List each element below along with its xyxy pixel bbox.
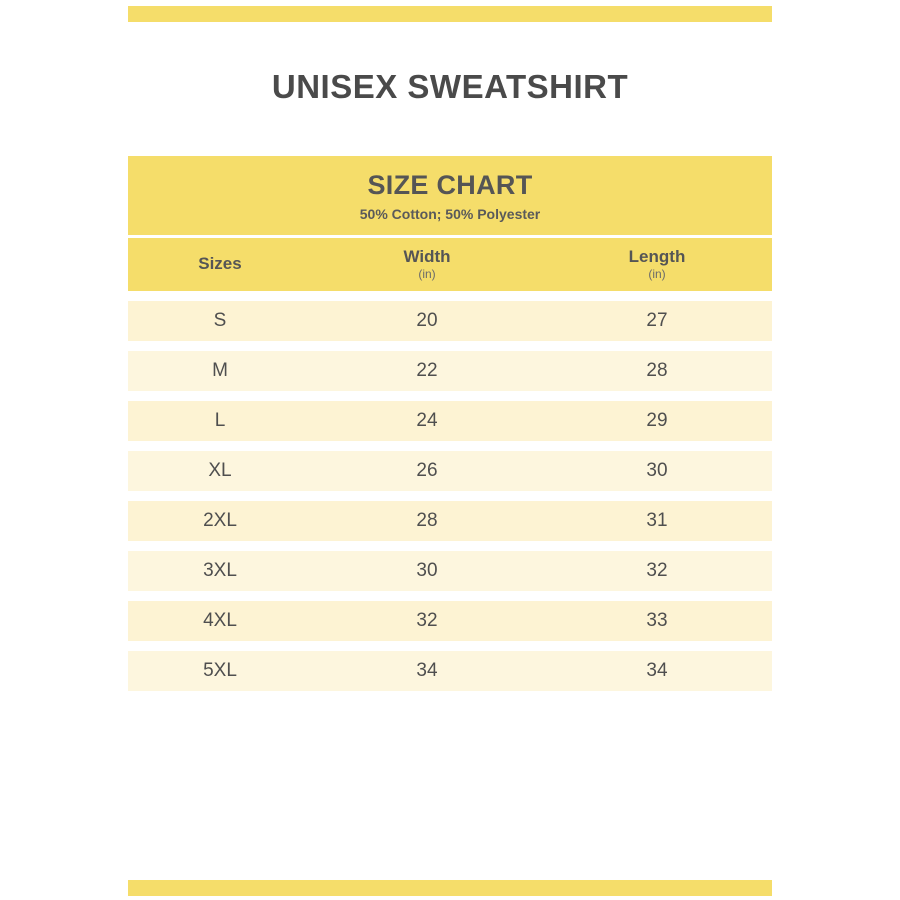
column-header-sizes-label: Sizes	[198, 254, 242, 274]
cell-size: 2XL	[203, 510, 237, 532]
column-header-sizes	[128, 255, 312, 274]
column-header-width-unit: (in)	[418, 267, 436, 282]
material-composition: 50% Cotton; 50% Polyester	[359, 206, 541, 223]
cell-width: 22	[416, 360, 438, 382]
cell-size: 4XL	[203, 610, 237, 632]
bottom-decorative-bar	[128, 880, 772, 896]
cell-width: 28	[416, 510, 438, 532]
cell-size: L	[214, 410, 226, 432]
table-row	[128, 441, 772, 491]
column-header-width-label: Width	[403, 246, 451, 266]
cell-length: 31	[646, 510, 668, 532]
cell-size: XL	[208, 460, 232, 482]
cell-size: 3XL	[203, 560, 237, 582]
table-body	[128, 291, 772, 691]
cell-width: 34	[416, 660, 438, 682]
cell-length: 32	[646, 560, 668, 582]
cell-length: 29	[646, 410, 668, 432]
cell-width: 26	[416, 460, 438, 482]
column-header-length-unit: (in)	[648, 267, 666, 282]
cell-length: 33	[646, 610, 668, 632]
cell-size: S	[213, 310, 227, 332]
size-chart-table	[128, 156, 772, 691]
cell-size: M	[212, 360, 228, 382]
cell-length: 34	[646, 660, 668, 682]
chart-title: SIZE CHART	[367, 170, 533, 200]
column-header-length	[542, 248, 772, 282]
table-row	[128, 291, 772, 341]
cell-width: 32	[416, 610, 438, 632]
table-row	[128, 391, 772, 441]
cell-width: 30	[416, 560, 438, 582]
cell-size: 5XL	[203, 660, 237, 682]
column-header-width	[312, 248, 542, 282]
top-decorative-bar	[128, 6, 772, 22]
cell-width: 20	[416, 310, 438, 332]
column-header-length-label: Length	[628, 246, 686, 266]
table-header-row	[128, 235, 772, 291]
table-row	[128, 641, 772, 691]
cell-length: 28	[646, 360, 668, 382]
table-row	[128, 591, 772, 641]
cell-length: 27	[646, 310, 668, 332]
table-row	[128, 491, 772, 541]
chart-header	[128, 156, 772, 235]
table-row	[128, 341, 772, 391]
table-row	[128, 541, 772, 591]
cell-width: 24	[416, 410, 438, 432]
cell-length: 30	[646, 460, 668, 482]
page-title: UNISEX SWEATSHIRT	[271, 68, 629, 105]
